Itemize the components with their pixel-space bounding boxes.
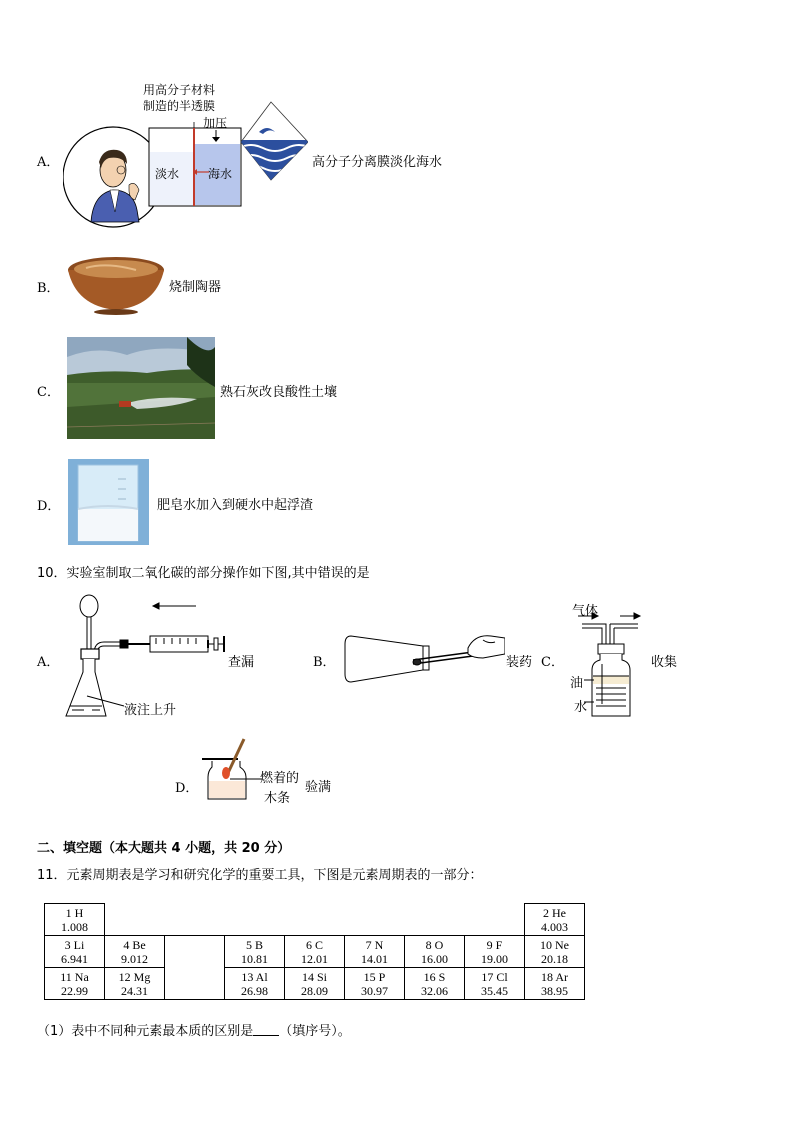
option-d-caption: 肥皂水加入到硬水中起浮渣 <box>157 498 314 513</box>
option-a-label: A． <box>37 155 60 170</box>
element-cell-h: 1 H 1.008 <box>45 904 105 936</box>
q10-d-stick-line2: 木条 <box>264 791 291 806</box>
element-cell-o: 8 O 16.00 <box>405 936 465 968</box>
q11-sub1: （1）表中不同种元素最本质的区别是 （填序号）。 <box>37 1024 351 1039</box>
q10-a-note: 液注上升 <box>124 703 177 718</box>
fresh-water-label: 淡水 <box>155 167 180 181</box>
q10-c-gas: 气体 <box>572 604 599 619</box>
element-cell-cl: 17 Cl 35.45 <box>465 968 525 1000</box>
q10-stem: 10．实验室制取二氧化碳的部分操作如下图,其中错误的是 <box>37 566 370 581</box>
section-heading: 二、填空题（本大题共 4 小题，共 20 分） <box>37 841 291 856</box>
q10-c-water: 水 <box>574 700 588 715</box>
element-cell-he: 2 He 4.003 <box>525 904 585 936</box>
blank-cell <box>165 936 225 968</box>
q10-d-caption: 验满 <box>305 780 332 795</box>
q10-a-label: A． <box>37 655 60 670</box>
beaker-photo <box>68 459 149 545</box>
answer-blank[interactable] <box>253 1023 279 1036</box>
field-lime-photo <box>67 337 215 439</box>
pressure-label: 加压 <box>203 116 228 130</box>
option-c-caption: 熟石灰改良酸性土壤 <box>220 385 338 400</box>
element-cell-n: 7 N 14.01 <box>345 936 405 968</box>
sea-water-label: 海水 <box>208 167 233 181</box>
q10-b-caption: 装药 <box>506 655 533 670</box>
q10-d-stick-line1: 燃着的 <box>260 771 300 786</box>
table-row <box>45 936 585 968</box>
element-cell-p: 15 P 30.97 <box>345 968 405 1000</box>
element-cell-b: 5 B 10.81 <box>225 936 285 968</box>
table-row <box>45 904 585 936</box>
element-cell-ne: 10 Ne 20.18 <box>525 936 585 968</box>
q10-d-label: D． <box>175 781 199 796</box>
element-cell-na: 11 Na 22.99 <box>45 968 105 1000</box>
periodic-table <box>44 903 585 1000</box>
option-b-label: B． <box>37 281 60 296</box>
element-cell-li: 3 Li 6.941 <box>45 936 105 968</box>
element-cell-be: 4 Be 9.012 <box>105 936 165 968</box>
pottery-bowl-image <box>66 254 166 316</box>
q10-c-oil: 油 <box>570 676 584 691</box>
membrane-label-line2: 制造的半透膜 <box>143 99 216 113</box>
desalination-illustration <box>63 82 308 234</box>
element-cell-s: 16 S 32.06 <box>405 968 465 1000</box>
q11-stem: 11．元素周期表是学习和研究化学的重要工具，下图是元素周期表的一部分： <box>37 868 483 883</box>
q10-a-caption: 查漏 <box>228 655 255 670</box>
element-cell-si: 14 Si 28.09 <box>285 968 345 1000</box>
option-c-label: C． <box>37 385 60 400</box>
element-cell-al: 13 Al 26.98 <box>225 968 285 1000</box>
blank-cell <box>165 968 225 1000</box>
option-a-caption: 高分子分离膜淡化海水 <box>312 155 443 170</box>
element-cell-c: 6 C 12.01 <box>285 936 345 968</box>
element-cell-f: 9 F 19.00 <box>465 936 525 968</box>
element-cell-mg: 12 Mg 24.31 <box>105 968 165 1000</box>
q10-b-label: B． <box>313 655 336 670</box>
q10-c-label: C． <box>541 655 564 670</box>
option-d-label: D． <box>37 499 61 514</box>
table-row <box>45 968 585 1000</box>
element-cell-ar: 18 Ar 38.95 <box>525 968 585 1000</box>
option-b-caption: 烧制陶器 <box>169 280 222 295</box>
loading-reagent-diagram <box>343 628 505 686</box>
q10-c-caption: 收集 <box>651 655 678 670</box>
membrane-label-line1: 用高分子材料 <box>143 83 216 97</box>
